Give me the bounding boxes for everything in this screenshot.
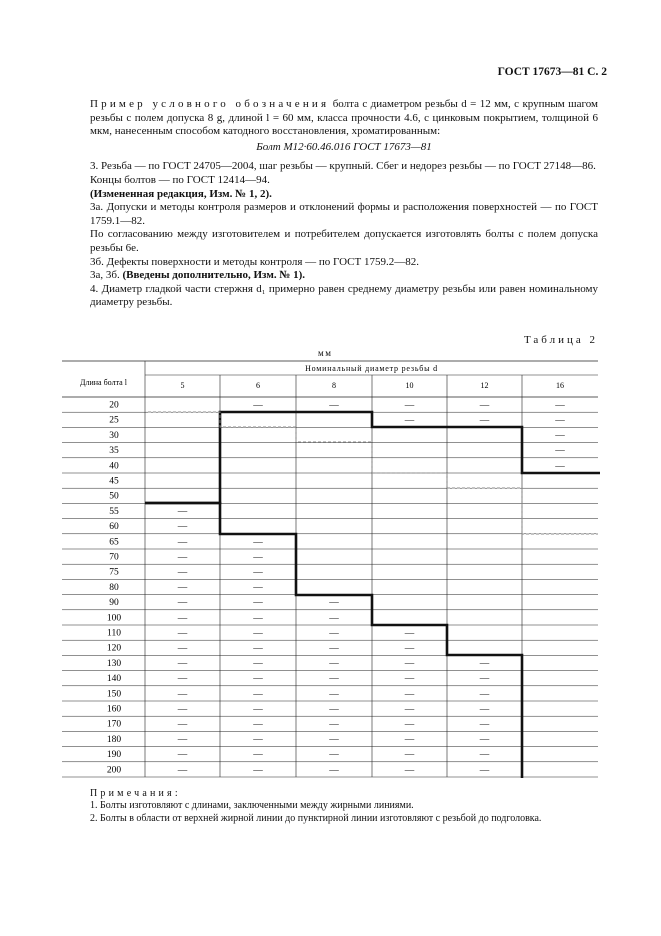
length-80: 80 (109, 582, 119, 593)
dash-cell: — (479, 734, 490, 745)
dash-cell: — (253, 400, 263, 411)
paragraph-3a: 3а. Допуски и методы контроля размеров и отклонений формы и расположения поверхностей — по ГОСТ 1759.1—82. (90, 201, 598, 227)
dash-cell: — (404, 628, 415, 639)
header-nominal-diameter: Номинальный диаметр резьбы d (305, 364, 438, 373)
dash-cell: — (479, 415, 490, 426)
dash-cell: — (177, 689, 188, 700)
length-140: 140 (106, 674, 122, 685)
dash-cell: — (329, 689, 339, 700)
length-75: 75 (109, 567, 119, 578)
dash-cell: — (479, 674, 490, 685)
dash-cell: — (253, 704, 263, 715)
dash-cell: — (177, 719, 188, 730)
dash-cell: — (253, 734, 263, 745)
header-diameter-16: 16 (556, 381, 564, 390)
dash-cell: — (253, 552, 263, 563)
paragraph-3: 3. Резьба — по ГОСТ 24705—2004, шаг резьбы — крупный. Сбег и недорез резьбы — по ГОСТ 27148—86. (90, 160, 596, 173)
paragraph-4: 4. Диаметр гладкой части стержня d₁ примерно равен среднему диаметру резьбы или равен номинальному диаметру резьбы. (90, 282, 598, 309)
length-40: 40 (109, 461, 119, 472)
paragraph-3b: 3б. Дефекты поверхности и методы контроля — по ГОСТ 1759.2—82. (90, 255, 419, 268)
designation-formula: Болт М12·60.46.016 ГОСТ 17673—81 (256, 140, 432, 153)
length-110: 110 (107, 628, 121, 639)
dash-cell: — (177, 506, 188, 517)
dash-cell: — (177, 750, 188, 761)
dash-cell: — (555, 430, 565, 441)
dash-cell: — (177, 734, 188, 745)
dash-cell: — (479, 704, 490, 715)
dash-cell: — (253, 598, 263, 609)
length-150: 150 (106, 689, 122, 700)
paragraph-3-revision: (Измененная редакция, Изм. № 1, 2). (90, 187, 272, 200)
dash-cell: — (177, 613, 188, 624)
dash-cell: — (404, 415, 415, 426)
header-diameter-12: 12 (480, 381, 489, 390)
dash-cell: — (253, 613, 263, 624)
length-30: 30 (109, 430, 119, 441)
header-bolt-length: Длина болта l (80, 378, 127, 387)
dash-cell: — (555, 415, 565, 426)
dash-cell: — (404, 750, 415, 761)
length-160: 160 (106, 704, 122, 715)
dash-cell: — (404, 400, 415, 411)
length-130: 130 (106, 658, 122, 669)
dash-cell: — (253, 582, 263, 593)
dash-cell: — (177, 704, 188, 715)
example-label: Пример условного обозначения (90, 98, 330, 110)
dash-cell: — (253, 689, 263, 700)
table-unit: мм (318, 348, 333, 358)
dash-cell: — (404, 765, 415, 776)
dash-cell: — (253, 643, 263, 654)
length-60: 60 (109, 522, 119, 533)
dash-cell: — (329, 704, 339, 715)
dash-cell: — (177, 522, 188, 533)
length-50: 50 (109, 491, 119, 502)
dash-cell: — (329, 734, 339, 745)
dash-cell: — (404, 734, 415, 745)
dash-cell: — (329, 750, 339, 761)
dash-cell: — (253, 750, 263, 761)
length-200: 200 (106, 765, 122, 776)
dash-cell: — (329, 643, 339, 654)
dash-cell: — (555, 446, 565, 457)
dash-cell: — (404, 674, 415, 685)
dash-cell: — (177, 567, 188, 578)
dash-cell: — (253, 674, 263, 685)
dash-cell: — (404, 658, 415, 669)
dash-cell: — (555, 461, 565, 472)
dash-cell: — (253, 567, 263, 578)
length-45: 45 (109, 476, 119, 487)
header-diameter-6: 6 (256, 381, 260, 390)
dash-cell: — (479, 400, 490, 411)
length-70: 70 (109, 552, 119, 563)
dash-cell: — (479, 689, 490, 700)
length-65: 65 (109, 537, 119, 548)
header-diameter-5: 5 (180, 381, 185, 390)
length-20: 20 (109, 400, 119, 411)
dash-cell: — (329, 658, 339, 669)
dash-cell: — (555, 400, 565, 411)
paragraph-3ab-prefix: 3а, 3б. (90, 269, 120, 282)
dash-cell: — (329, 613, 339, 624)
header-diameter-10: 10 (405, 381, 414, 390)
dash-cell: — (479, 750, 490, 761)
dash-cell: — (329, 719, 339, 730)
dash-cell: — (329, 400, 339, 411)
dash-cell: — (479, 658, 490, 669)
dash-cell: — (177, 552, 188, 563)
dash-cell: — (177, 643, 188, 654)
paragraph-3a-agreement: По согласованию между изготовителем и потребителем допускается изготовлять болты с полем допуска резьбы 6е. (90, 228, 598, 254)
header-diameter-8: 8 (332, 381, 336, 390)
dash-cell: — (479, 719, 490, 730)
table-label: Таблица 2 (523, 334, 598, 346)
upper-thick-boundary (145, 412, 600, 503)
example-text: болта с диаметром резьбы d = 12 мм, с крупным шагом резьбы с полем допуска 8 g, длиной l = 60 мм, класса прочности 4.6, с цинковым покрытием, толщиной 6 мкм, нанесенным способом катодного восстановления, хроматированным: (90, 98, 599, 138)
length-35: 35 (109, 446, 119, 457)
dash-cell: — (177, 765, 188, 776)
dash-cell: — (329, 598, 339, 609)
dash-cell: — (177, 582, 188, 593)
length-90: 90 (109, 598, 119, 609)
paragraph-3-ends: Концы болтов — по ГОСТ 12414—94. (90, 173, 270, 186)
length-180: 180 (106, 734, 122, 745)
dash-cell: — (177, 674, 188, 685)
length-170: 170 (106, 719, 122, 730)
dash-cell: — (177, 628, 188, 639)
note-1: 1. Болты изготовляют с длинами, заключенными между жирными линиями. (90, 800, 414, 812)
page-header: ГОСТ 17673—81 С. 2 (497, 66, 607, 78)
note-2: 2. Болты в области от верхней жирной линии до пунктирной линии изготовляют с резьбой до подголовка. (90, 812, 542, 824)
dash-cell: — (404, 704, 415, 715)
dash-cell: — (253, 719, 263, 730)
dash-cell: — (404, 643, 415, 654)
length-100: 100 (106, 613, 122, 624)
dash-cell: — (253, 537, 263, 548)
dash-cell: — (404, 719, 415, 730)
dash-cell: — (253, 765, 263, 776)
dash-cell: — (177, 537, 188, 548)
dash-cell: — (177, 598, 188, 609)
dash-cell: — (177, 658, 188, 669)
dash-cell: — (253, 658, 263, 669)
table-notes (90, 788, 541, 825)
notes-title: Примечания: (90, 788, 181, 799)
length-25: 25 (109, 415, 119, 426)
dash-cell: — (329, 765, 339, 776)
dash-cell: — (479, 765, 490, 776)
dash-cell: — (329, 628, 339, 639)
length-120: 120 (106, 643, 122, 654)
paragraph-3ab-bold: (Введены дополнительно, Изм. № 1). (122, 269, 306, 282)
length-55: 55 (109, 506, 119, 517)
length-190: 190 (106, 750, 122, 761)
dash-cell: — (329, 674, 339, 685)
dash-cell: — (404, 689, 415, 700)
dash-cell: — (253, 628, 263, 639)
